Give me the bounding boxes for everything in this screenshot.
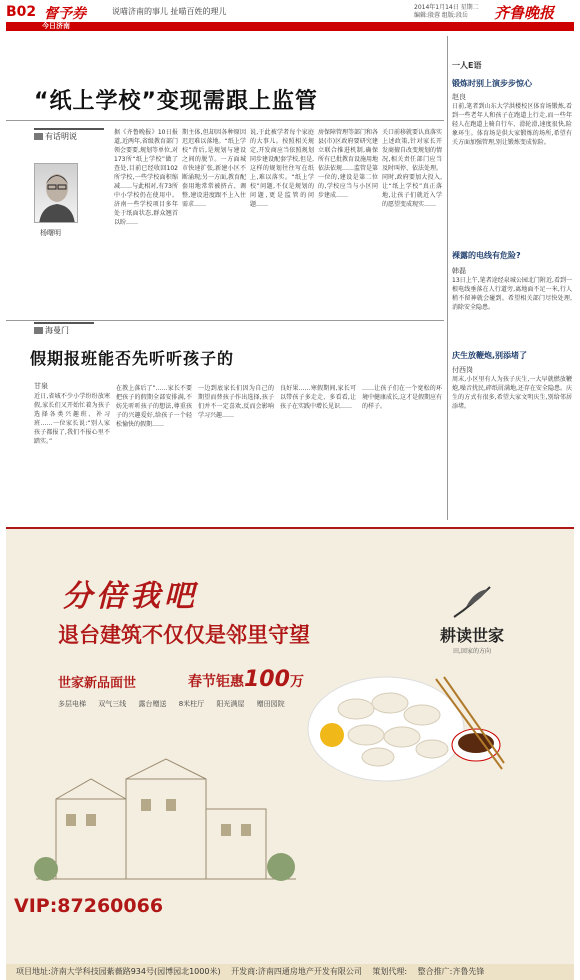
author-photo [34, 163, 78, 223]
article2-author: 甘泉 [34, 382, 48, 390]
section-bar [6, 22, 574, 31]
vip-phone: VIP:87260066 [14, 895, 164, 917]
ad-feature: 赠田园院 [256, 700, 285, 708]
sidebar-head: 一人E语 [452, 61, 482, 70]
article1-col1: 据《齐鲁晚报》10日报道,近两年,省级教育部门领会要要,规划等单位,对173所“纸上学校”做了查处,目前已经收回102所学校,一些学校面积缩减……与此相对,有73所中小学校仍在使用中。济南一些学校项目多年处于纸面状态,群众翘首以盼…… [114, 129, 178, 226]
article2-tag: 海曼门 [34, 322, 94, 336]
section-label: 今日济南 [42, 22, 70, 30]
article1-col3: 说,于此被学者每个家庭的大事儿。按照相关规定,开发商应当依照规划同步建设配套学校,但是,这样的规划往往写在纸上,难以落实。“纸上学校”问题,不仅是规划的问题,更是监管的问题…… [250, 129, 314, 208]
farm-name: 耕读世家 [439, 626, 504, 645]
ad-spring-amount: 100 [244, 667, 290, 692]
planning-agent: 策划代理: [372, 967, 408, 976]
sidebar-item-title: 裸露的电线有危险? [452, 251, 521, 260]
building-sketch [26, 739, 306, 899]
page-code: B02 [6, 4, 37, 20]
divider [6, 320, 444, 321]
ad-features [58, 699, 295, 709]
article2-title: 假期报班能否先听听孩子的 [30, 349, 235, 368]
ad-spring-prefix: 春节钜惠 [188, 674, 244, 690]
ad-feature: 双气三线 [98, 700, 127, 708]
column-divider [447, 36, 448, 520]
sidebar-item-title: 庆生放鞭炮,别添堵了 [452, 351, 528, 360]
ad-headline: 退台建筑不仅仅是邻里守望 [58, 623, 310, 647]
developer: 开发商:济南四通房地产开发有限公司 [231, 967, 362, 976]
portrait-image [35, 164, 78, 223]
article2-col1: 近日,省城不少小学纷纷放寒假,家长们又开始忙着为孩子选择各类兴趣班、补习班……一位家长说:“别人家孩子都报了,我们不报心里不踏实。” [34, 393, 110, 445]
ad-footer [6, 964, 574, 980]
ad-feature: 阳光满屋 [216, 700, 245, 708]
dumplings-image [306, 649, 506, 789]
sidebar-item-author: 付西岗 [452, 366, 473, 374]
header-subtitle: 说喵济南的事儿 扯喵百姓的理儿 [112, 7, 227, 16]
date-line-1: 2014年1月14日 星期二 [414, 4, 479, 11]
sidebar-item-text: 13日上午,笔者途经泉城公园北门附近,看到一根电线垂落在人行道旁,离地面不足一米,行人稍不留神就会碰到。希望相关部门尽快处理,消除安全隐患。 [452, 277, 572, 311]
sidebar-item-author: 韩磊 [452, 267, 466, 275]
ad-new-product: 世家新品面世 [58, 676, 137, 691]
sidebar-item-text: 周末,小区里有人为孩子庆生,一大早就燃放鞭炮,噪音扰民,碎纸屑满地,还存在安全隐患。庆生的方式有很多,希望大家文明庆生,别给邻居添堵。 [452, 376, 572, 410]
date-line-2: 编辑:殷蓉 组版:段岳 [414, 12, 468, 19]
ad-logo: 分倍我吧 [62, 579, 198, 614]
date-line [414, 4, 479, 20]
sidebar-item-text: 日前,笔者到山东大学洪楼校区体育场锻炼,看到一些老年人和孩子在跑道上行走,而一些年轻人在跑道上骑自行车、滑轮滑,速度很快,险象环生。体育场是供大家锻炼的场所,希望有关方面加强管理,别让锻炼变成惊险。 [452, 103, 572, 146]
article2-col3: 一边到底家长们因为自己的期望而替孩子作出选择,孩子们并不一定喜欢,反而会影响学习兴趣…… [198, 385, 274, 419]
ad-spring-unit: 万 [289, 674, 304, 690]
article1-author: 杨曙明 [40, 229, 61, 237]
ad-spring-offer [188, 667, 304, 692]
article1-col5: 关口前移就要认真落实上述政策,针对家长开发商擅自改变规划的情况,相关责任部门应当及时叫停、依法处理。同时,政府要加大投入,让“纸上学校”真正落地,让孩子们就近入学的愿望变成现实…… [382, 129, 442, 208]
article2-col2: 在教上落后了”……家长不要把孩子的假期全部安排满,不妨先听听孩子的想法,尊重孩子的兴趣爱好,给孩子一个轻松愉快的假期…… [116, 385, 192, 428]
real-estate-ad [6, 527, 574, 980]
sidebar-item-title: 锻炼时别上演步步惊心 [452, 79, 532, 88]
article1-col2: 期主体,但却因各种原因迟迟难以落地。“纸上学校”背后,是规划与建设之间的脱节。一方面城市快速扩张,新建小区不断涌现;另一方面,教育配套用地常常被挤占、调整,建设进度跟不上入住需求…… [182, 129, 246, 208]
farm-subtitle: 田,回家的方向 [453, 648, 491, 655]
article1-col4: 房保障管理等部门和各县(市)区政府要研究建立联合推进机制,确保所有已批教育设施用地依法依规……监管是第一位的,建设是第二位的,学校应当与小区同步建成…… [318, 129, 378, 199]
article2-col4: 良好果……寒假期间,家长可以带孩子多走走、多看看,让孩子在实践中增长见识…… [280, 385, 356, 410]
farm-brand [426, 585, 518, 655]
ad-feature: 露台赠送 [138, 700, 167, 708]
article2-col5: ……让孩子们在一个宽松的环境中健康成长,这才是假期应有的样子。 [362, 385, 442, 410]
ad-feature: 8米柱厅 [178, 700, 205, 708]
column-name: 督予券 [44, 6, 86, 22]
newspaper-brand: 齐鲁晚报 [494, 4, 555, 22]
article1-title: “纸上学校”变现需跟上监管 [34, 89, 318, 114]
project-address: 项目地址:济南大学科技园紫薇路934号(园博园北1000米) [16, 967, 221, 976]
article1-tag: 有话明说 [34, 128, 104, 142]
ad-feature: 多层电梯 [58, 700, 86, 708]
divider [6, 120, 444, 121]
promotion: 整合推广:齐鲁先锋 [417, 967, 485, 976]
feather-icon [452, 585, 492, 619]
sidebar-item-author: 赵良 [452, 93, 466, 101]
